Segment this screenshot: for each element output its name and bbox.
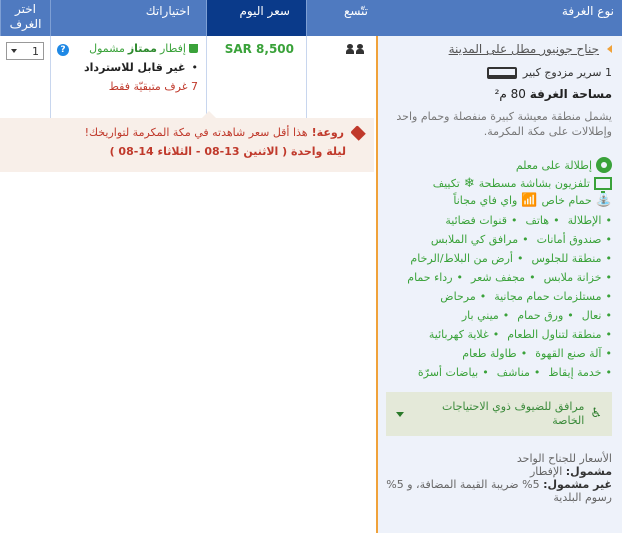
highlight-label: حمام خاص xyxy=(541,194,592,207)
highlight-label: إطلالة على معلم xyxy=(515,158,592,172)
sleeps-cell xyxy=(306,36,376,118)
header-todays-price: سعر اليوم xyxy=(206,0,306,36)
amenity: • مستلزمات حمام مجانية xyxy=(494,290,612,303)
caret-left-icon xyxy=(607,45,612,53)
amenity: • نعال xyxy=(582,309,612,322)
breakfast-info xyxy=(57,42,198,55)
breakfast-suffix: مشمول xyxy=(89,42,125,55)
deal-dates: ليلة واحدة ( الاثنين 13-08 - الثلاثاء 14-08 ) xyxy=(109,145,346,158)
breakfast-quality: ممتاز xyxy=(127,42,157,55)
amenity: • ميني بار xyxy=(462,309,509,322)
wifi-icon: 📶 xyxy=(521,193,538,208)
amenity: • منطقة للجلوس xyxy=(531,252,612,265)
non-refundable: • غير قابل للاسترداد xyxy=(57,61,198,74)
bed-info xyxy=(386,66,612,79)
room-description: يشمل منطقة معيشة كبيرة منفصلة وحمام واحد وإطلالات على مكة المكرمة. xyxy=(396,110,612,138)
deal-message: هذا أقل سعر شاهدته في مكة المكرمة لتواريخك! xyxy=(84,126,308,139)
amenity: • الإطلالة xyxy=(568,214,612,227)
amenity: • مجفف شعر xyxy=(471,271,536,284)
highlight-label: واي فاي مجاناً xyxy=(453,194,518,207)
deal-banner xyxy=(0,118,374,172)
select-rooms-cell xyxy=(0,36,50,118)
amenity: • قنوات فضائية xyxy=(445,214,517,227)
amenity: • طاولة طعام xyxy=(462,347,527,360)
amenity: • غلاية كهربائية xyxy=(429,328,499,341)
included-label: مشمول: xyxy=(565,465,612,478)
amenities-list xyxy=(386,211,612,382)
room-size-label: مساحة الغرفة xyxy=(529,87,612,101)
banner-notch xyxy=(202,111,216,118)
price-tag-icon xyxy=(350,125,366,141)
deal-exclaim: روعة! xyxy=(311,126,344,139)
room-size-value: 80 م² xyxy=(494,87,526,101)
wheelchair-icon: ♿ xyxy=(590,406,602,421)
shower-icon: ⛲ xyxy=(595,193,612,208)
header-room-type: نوع الغرفة xyxy=(376,0,622,36)
excluded-value: 5% ضريبة القيمة المضافة، و 5% رسوم البلدية xyxy=(386,478,612,504)
amenity: • بياضات أسرّة xyxy=(418,366,489,379)
chevron-down-icon[interactable] xyxy=(396,412,404,417)
amenity: • رداء حمام xyxy=(407,271,463,284)
accessibility-label: مرافق للضيوف ذوي الاحتياجات الخاصة xyxy=(442,400,585,427)
accessibility-toggle[interactable] xyxy=(386,392,612,436)
coffee-cup-icon xyxy=(189,44,198,53)
rooms-left: 7 غرف متبقيّة فقط xyxy=(108,80,198,93)
highlight-label: تلفزيون بشاشة مسطحة xyxy=(478,177,590,190)
eye-icon xyxy=(596,157,612,173)
included-value: الإفطار xyxy=(530,465,563,478)
highlight-label: تكييف xyxy=(432,177,460,190)
excluded-label: غير مشمول: xyxy=(543,478,612,491)
header-your-choices: اختياراتك xyxy=(50,0,206,36)
bed-icon xyxy=(487,67,517,79)
price-value: SAR 8,500 xyxy=(224,42,294,56)
amenity: • منطقة لتناول الطعام xyxy=(507,328,612,341)
header-sleeps: تتّسع xyxy=(306,0,376,36)
amenity: • صندوق أمانات xyxy=(537,233,612,246)
amenity: • مرافق كي الملابس xyxy=(431,233,529,246)
dropdown-arrow-icon xyxy=(11,49,17,53)
tax-line1: الأسعار للجناح الواحد xyxy=(516,452,612,465)
room-size xyxy=(386,87,612,101)
header-select-rooms: اختر الغرف xyxy=(0,0,50,36)
amenity: • آلة صنع القهوة xyxy=(535,347,612,360)
room-highlights xyxy=(386,157,612,382)
two-persons-icon xyxy=(346,44,364,54)
rooms-quantity-select[interactable] xyxy=(6,42,44,60)
amenity: • هاتف xyxy=(525,214,559,227)
room-name-link[interactable] xyxy=(386,42,612,56)
price-cell xyxy=(206,36,306,118)
amenity: • مناشف xyxy=(497,366,541,379)
snowflake-icon: ❄ xyxy=(463,176,475,191)
help-icon[interactable]: ? xyxy=(57,44,69,56)
room-type-cell xyxy=(376,36,622,533)
amenity: • أرض من البلاط/الرخام xyxy=(410,252,523,265)
tax-info xyxy=(386,452,612,504)
amenity: • ورق حمام xyxy=(517,309,573,322)
amenity: • مرحاض xyxy=(440,290,486,303)
rooms-quantity-value: 1 xyxy=(32,44,39,58)
breakfast-prefix: إفطار xyxy=(159,42,186,55)
bed-text: 1 سرير مزدوج كبير xyxy=(522,66,612,79)
choices-cell xyxy=(50,36,206,118)
tv-icon xyxy=(594,177,612,190)
amenity: • خزانة ملابس xyxy=(544,271,612,284)
room-name[interactable]: جناح جونيور مطل على المدينة xyxy=(448,42,599,56)
amenity: • خدمة إيقاظ xyxy=(548,366,612,379)
